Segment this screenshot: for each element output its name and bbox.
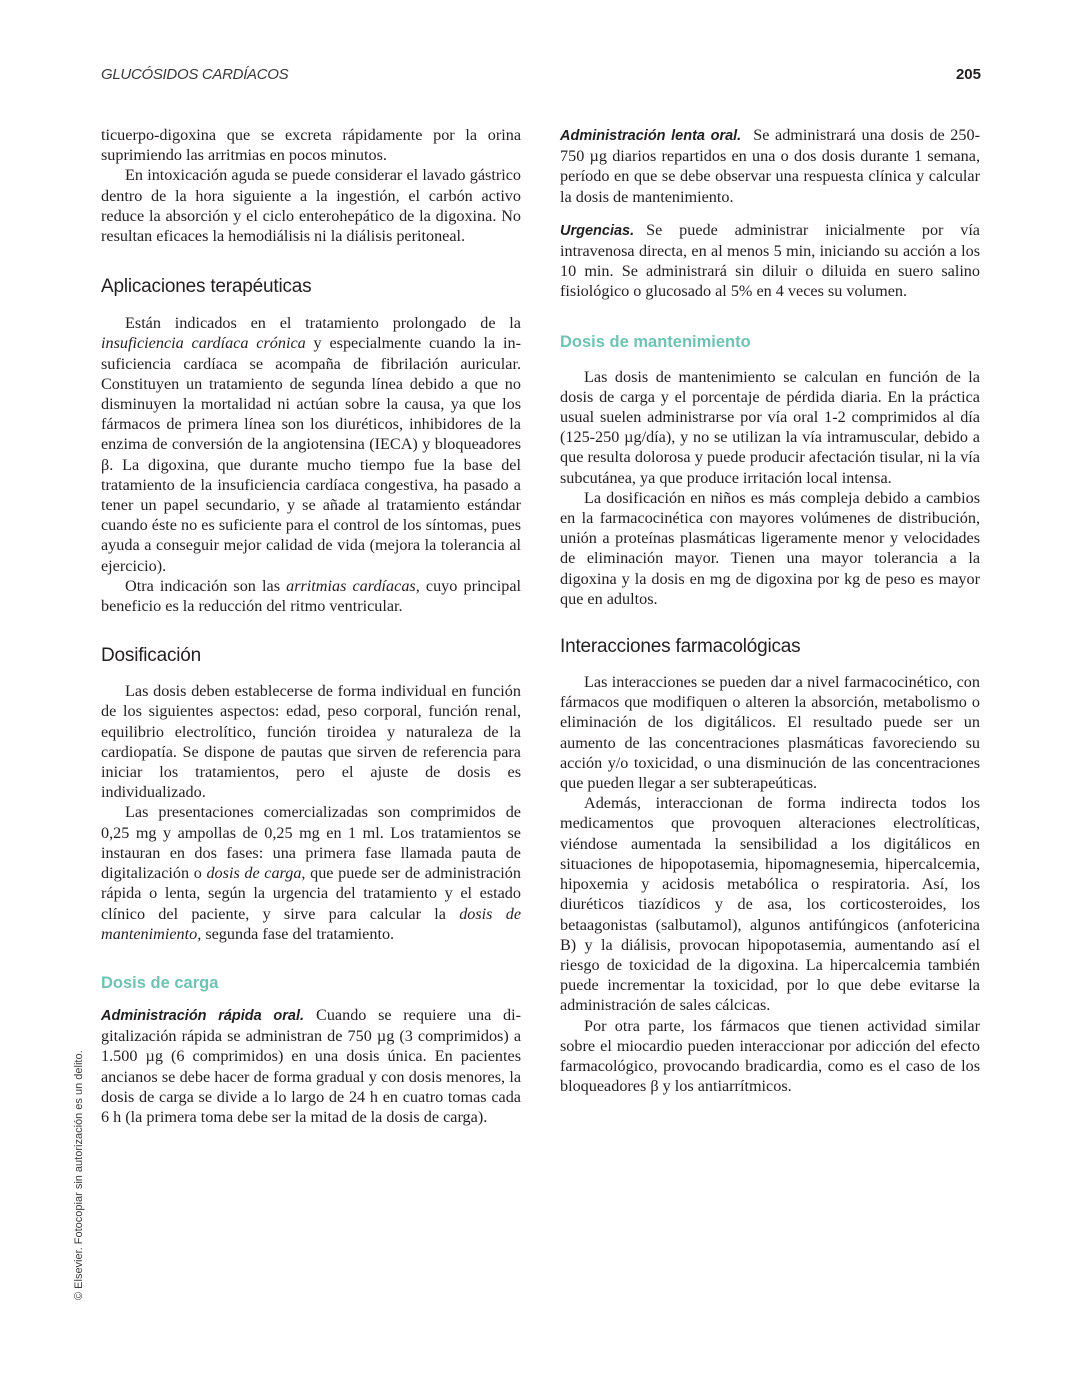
text-run: Están indicados en el tratamiento prolongado de la [125,314,521,333]
paragraph-dosificacion-1: Las dosis deben establecerse de forma individual en función de los siguientes aspectos: edad, peso corporal, función renal, equilibrio electrolítico, función tiroidea y naturaleza de la cardiopatía. Se dispone de pautas que sirven de referencia para iniciar los tratamientos, pero el ajuste de dosis es individualizado. [101,682,521,802]
paragraph-dosificacion-2 [101,802,521,943]
paragraph-aplicaciones-2 [101,576,521,616]
text-run: Las presentaciones comercializadas son comprimidos de 0,25 mg y ampollas de 0,25 mg en 1 ml. Los tratamientos se instauran en dos fases: una primera fase llamada pauta de digitalización o [101,803,521,883]
subsection-heading-mantenimiento: Dosis de mantenimiento [560,332,751,351]
paragraph-intoxicacion: En intoxicación aguda se puede considerar el lavado gástrico dentro de la hora siguiente a la ingestión, el carbón activo reduce la absorción y el ciclo enterohepático de la digoxina. No resultan eficaces la hemodiálisis ni la diálisis peritoneal. [101,166,521,246]
section-heading-dosificacion: Dosificación [101,645,202,667]
running-title: GLUCÓSIDOS CARDÍACOS [101,66,289,83]
paragraph-mantenimiento-1: Las dosis de mantenimiento se calculan en función de la dosis de carga y el porcentaje de pérdida diaria. En la práctica usual suelen administrarse por vía oral 1-2 comprimidos al día (125-250 µg/día), y no se utilizan la vía intramuscular, debido a que resulta dolorosa y puede producir afectación tisular, ni la vía subcutánea, ya que produce irritación local intensa. [560,367,980,487]
text-run: y especialmente cuando la insuficiencia cardíaca se acompaña de fibrilación auricular. Constituyen un tratamiento de segunda línea debido a que no disminuyen la mortalidad ni actúan sobre la causa, ya que los fármacos de primera línea son los diuréticos, inhibidores de la enzima de conversión de la angiotensina (IECA) y bloqueadores β. La digoxina, que durante mucho tiempo fue la base del tratamiento de la insuficiencia cardíaca congestiva, ha pasado a tener un papel secundario, y se añade al tratamiento estándar cuando éste no es suficiente para el control de los síntomas, pues ayuda a conseguir mejor calidad de vida (mejora la tolerancia al ejercicio). [101,334,521,575]
italic-term: insuficiencia cardíaca crónica [101,334,306,353]
running-head [101,66,981,90]
runin-heading: Administración lenta oral. [560,128,742,144]
right-column [560,125,980,1096]
text-run: que puede ser de administración rápida o lenta, según la urgencia del tratamiento y el estado clínico del paciente, y sirve para calcular la [101,864,521,923]
text-run: Otra indicación son las [125,576,287,595]
italic-term: dosis de carga, [206,864,306,883]
paragraph-urgencias [560,220,980,302]
paragraph-mantenimiento-2: La dosificación en niños es más compleja debido a cambios en la farmacocinética con mayores volúmenes de distribución, unión a proteínas plasmáticas ligeramente menor y velocidades de eliminación mayor. Tienen una mayor tolerancia a la digoxina y la dosis en mg de digoxina por kg de peso es mayor que en adultos. [560,488,980,608]
paragraph-interacciones-2: Además, interaccionan de forma indirecta todos los medicamentos que provoquen alteraciones electrolíticas, viéndose aumentada la sensibilidad a los digitálicos en situaciones de hipopotasemia, hipomagnesemia, hipercalcemia, hipoxemia y acidosis metabólica o respiratoria. Así, los diuréticos tiazídicos y de asa, los corticosteroides, los betaagonistas (salbutamol), algunos antifúngicos (anfotericina B) y la diálisis, provocan hipopotasemia, aumentando así el riesgo de toxicidad de la digoxina. La hipercalcemia también puede incrementar la toxicidad, por lo que debe evitarse la administración de sales cálcicas. [560,794,980,1015]
runin-heading: Urgencias. [560,222,635,239]
subsection-heading-dosis-carga: Dosis de carga [101,973,219,992]
section-heading-interacciones: Interacciones farmacológicas [560,636,801,658]
page-number: 205 [955,66,981,83]
text-run: cuyo principal beneficio es la reducción del ritmo ventricular. [101,576,522,616]
text-run: Cuando se requiere una digitalización rápida se administran de 750 µg (3 comprimidos) a 1.500 µg (6 comprimidos) en una dosis única. En pacientes ancianos se debe hacer de forma gradual y con dosis menores, la dosis de carga se divide a lo largo de 24 h en cuatro tomas cada 6 h (la primera toma debe ser la mitad de la dosis de carga). [101,1005,521,1126]
paragraph-rapida-oral [101,1005,521,1127]
italic-term: dosis de mantenimiento, [101,904,522,943]
section-heading-aplicaciones: Aplicaciones terapéuticas [101,276,312,298]
paragraph-lenta-oral [560,125,980,207]
paragraph-continued: ticuerpo-digoxina que se excreta rápidamente por la orina suprimiendo las arritmias en pocos minutos. [101,126,521,165]
text-run: Se puede administrar inicialmente por vía intravenosa directa, en al menos 5 min, iniciando su acción a los 10 min. Se administrará sin diluir o diluida en suero salino fisiológico o glucosado al 5% en 4 veces su volumen. [560,220,980,301]
runin-heading: Administración rápida oral. [101,1007,305,1024]
text-run: segunda fase del tratamiento. [201,924,395,943]
paragraph-aplicaciones-1 [101,313,521,576]
text-run: Se administrará una dosis de 250-750 µg diarios repartidos en una o dos dosis durante 1 semana, período en que se debe observar una respuesta clínica y calcular la dosis de mantenimiento. [560,126,980,206]
copyright-notice: © Elsevier. Fotocopiar sin autorización es un delito. [73,1050,85,1300]
italic-term: arritmias cardíacas, [286,576,420,595]
paragraph-interacciones-3: Por otra parte, los fármacos que tienen actividad similar sobre el miocardio pueden interaccionar por adicción del efecto farmacológico, provocando bradicardia, como es el caso de los bloqueadores β y los antiarrítmicos. [560,1016,980,1096]
paragraph-interacciones-1: Las interacciones se pueden dar a nivel farmacocinético, con fármacos que modifiquen o alteren la absorción, metabolismo o eliminación de los digitálicos. El resultado puede ser un aumento de las concentraciones plasmáticas favoreciendo su acción y/o toxicidad, o una disminución de las concentraciones que pueden llegar a ser subterapeúticas. [560,673,980,793]
left-column [101,125,521,1127]
